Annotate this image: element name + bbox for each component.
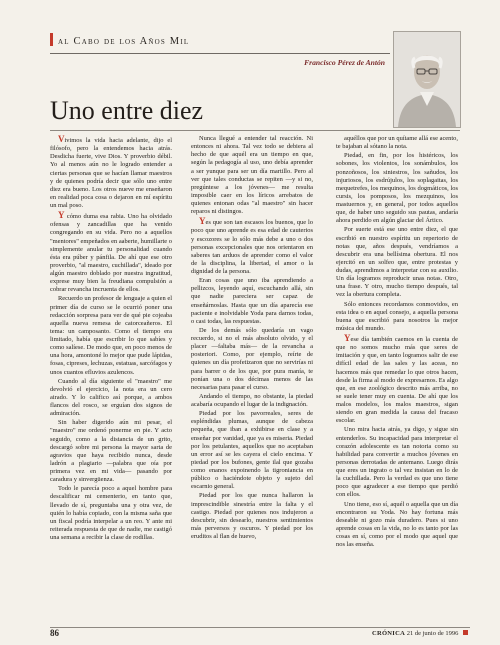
portrait-illustration <box>394 32 460 127</box>
paragraph: Piedad por los que nunca hallaron la imprescindible sinestría entre la falta y el castigo. Piedad por quienes nos indujeron a descubrir, sin desearlo, nuestros sentimientos más perversos y oscuros. Y piedad por los eruditos al flan de huevo, <box>191 492 313 540</box>
paragraph: Piedad, en fin, por los histéricos, los sobones, los violentos, los sonámbulos, los ponzoñosos, los siniestros, los sañudos, los injuriosos, los esdrújulos, los soplagaitas, los mequetrefes, los mequinos, los dogmáticos, los cursis, los pomposos, los mezquinos, los mastuernos y, en general, por todos aquellos que, de haber uno seguido sus pautas, andaría ahora perdido en algún glaciar del Ártico. <box>336 152 458 225</box>
paragraph: aquéllos que por un quítame allá ese acento, te bajaban al sótano la nota. <box>336 135 458 151</box>
paragraph: Yes que son tan escasos los buenos, que lo poco que uno aprende es esa edad de cauterios y escozores se lo sólo más debe a uno o dos personas excepcionales que nos orientaron en saberes tan arduos de aprender como el valor de la disciplina, la libertad, el amor o la dignidad de la persona. <box>191 216 313 275</box>
drop-letter: Y <box>344 333 351 343</box>
paragraph: Cuando al día siguiente el "maestro" me devolvió el ejercicio, la nota era un cero airado. Y lo califico así porque, a ambos flancos del rosco, se erguían dos signos de admiración. <box>50 377 172 418</box>
paragraph: Piedad por los pavorreales, seres de espléndidas plumas, aunque de cabeza pequeña, que iban a exhibirse en clase y a enseñar por vanidad, que ya es miseria. Piedad por los petulantes, aquellos que no aceptaban un error así se les cayera el cielo encima. Y piedad por los bufones, gente ilal que gozaba como enanos expoinendo la tigroniancia en público o haciéndote objeto y sujeto del escarnio general. <box>191 410 313 491</box>
paragraph: Uno tiene, eso sí, aquél o aquella que un día encontraron su Yoda. No hay fortuna más deseable ni gozo más duradero. Pues si uno aprende cosas en la vida, no lo es tanto por las cosas en sí, como por el modo que aquel que nos las enseña. <box>336 500 458 549</box>
article-title: Uno entre diez <box>50 96 204 125</box>
author-portrait-photo <box>393 31 461 128</box>
paragraph: Andando el tiempo, no obstante, la piedad acabaría ocupando el lugar de la indignación. <box>191 392 313 408</box>
author-name: Francisco Pérez de Antón <box>304 58 385 67</box>
paragraph: Sin haber digerido aún mi pesar, el "maestro" me ordenó ponerme en pie. Y acto seguido, como a la distancia de un grito, descargó sobre mi persona la mayor sarta de agravios que haya recibido nunca, desde ladrón a plagiario —palabra que oía por primera vez en mi vida— pasando por caradura y sinvergüenza. <box>50 419 172 484</box>
publication-name: CRÓNICA <box>371 630 406 637</box>
paragraph: Nunca llegué a entender tal reacción. Ni entonces ni ahora. Tal vez todo se debiera al hecho de que aquél era un tiempo en que, según la pedagogía al uso, uno debía aprender a ser yunque para ser un día martillo. Pero al ver que tales conductas se repiten —y si no, pregúntese a los jóvenes— me resulta imposible caer en los líricos arrebatos de quienes entonan odas "al maestro" sin hacer reparos ni distingos. <box>191 135 313 216</box>
paragraph: Todo le parecía poco a aquel hombre para descalificar mi cementerio, en tanto que, llevado de sí, preguntaba una y otra vez, de quién lo había copiado, con la misma saña que un fiscal podría interpelar a un reo. Y ante mi reiterada respuesta de que de nadie, me castigó una semana a recibir la clase de rodillas. <box>50 485 172 541</box>
paragraph: Recuerdo un profesor de lenguaje a quien el primer día de curso se le ocurrió poner una redacción sorpresa para ver de qué pie cojeaba aquella nueva remesa de catorceañeros. El tema: un camposanto. Como el tiempo era limitado, había que escribir lo que sabíes y como salíese. De modo que, en poco menos de una hora, amontoné lo mejor que pude lápidas, fosas, cipreses, lechuzas, estatuas, sarcófagos y unos cuantos efluvios azulencos. <box>50 295 172 376</box>
accent-square-icon <box>463 630 468 635</box>
paragraph: Por suerte está ese uno entre diez, el que escribió en nuestro espíritu un repertorio de notas que, años después, vendríamos a descubrir era una bellísima obertura. El nos ejercitó en un solfeo que, entre protestas y dudas, aprendimos a interpretar con su auxilio. Un día logramos reproducir unas notas. Otro, una frase. Y otro, mucho tiempo después, tal vez la obertura completa. <box>336 226 458 299</box>
paragraph: Uno mira hacia atrás, ya digo, y sigue sin entenderlos. Su incapacidad para interpretar el corazón adolescente es tan notoria como su habilidad para convertir a muchos jóvenes en personas derrotadas de antemano. Luego dirás que eres un ingrato o tal vez insistan en lo de la cuchillada. Pero la verdad es que uno tiene poco que agradecer a ese tiempo que perdió con ellos. <box>336 426 458 499</box>
column-title-text: al Cabo de los Años Mil <box>58 36 190 47</box>
paragraph: Y cómo duma esa rabia. Uno ha olvidado ofensas y zancadillas que ha venido congregando en su vida. Pero no a aquellos "mentores" empeñados en aaberte, humillarte o simplemente anular tu personalidad cuando ésta era púber y pánfila. De ahí que ese otro proverbio, "al maestro, cuchillada", ideado por algún maestro doblado por nuestra ingratitud, exprese muy bien la freudiana compulsión a cobrar revancha incruenta de ellos. <box>50 210 172 294</box>
paragraph: De los demás sólo quedaría un vago recuerdo, si no el más absoluto olvido, y el placer —faltaba más— de la revancha a posteriori. Como, por ejemplo, reírte de quienes un día profetizaron que no servirías ni para barrer o de los que, por pura manía, te ponían una o dos décimas menos de las necesarias para pasar el curso. <box>191 326 313 391</box>
footer-rule <box>50 627 470 628</box>
page-number: 86 <box>50 628 59 638</box>
paragraph: Vivimos la vida hacia adelante, dijo el filósofo, pero la entendemos hacia atrás. Desdicha fuerte, vive Dios. Y proverbio débil. Yo al menos aún no le logrado entender a ciertas personas que se hacían llamar maestros y de quienes podría decir que sólo uno entre diez era bueno. Los otros nueve me enseñaron en realidad poca cosa o dejaron en mí espíritu un mal poso. <box>50 134 172 209</box>
publication-line <box>372 630 468 637</box>
column-title-accent-bar <box>50 33 53 46</box>
text-column-3 <box>336 135 458 550</box>
text-column-2 <box>191 135 313 542</box>
header-rule <box>50 53 390 54</box>
drop-letter: Y <box>58 210 65 221</box>
drop-letter: V <box>58 134 65 144</box>
title-rule <box>50 130 460 131</box>
paragraph: Eran cosas que uno iba aprendiendo a pellizcos, leyendo aquí, escuchando allá, sin que nadie pareciera ser capaz de enseñárnoslas. Hasta que un día aparecía ese paciente e inolvidable Yoda para darnos todas, o casi todas, las respuestas. <box>191 277 313 325</box>
drop-letter: Y <box>199 216 206 227</box>
column-title <box>50 33 189 47</box>
paragraph: Yese día también caemos en la cuenta de que no somos mucho más que seres de imitación y que, en tanto logramos salir de ese difícil edad de las sales y las aceas, no hacemos más que remedar lo que otros hacen, desde la firma al modo de expresarnos. Es algo que, en ese zoológico descrito más arriba, no se suele tener muy en cuenta. De ahí que los malos modelos, los malos maestros, sigan siendo en gran medida la causa del fracaso escolar. <box>336 333 458 425</box>
paragraph: Sólo entonces recordamos conmovidos, en esta idea o en aquel consejo, a aquella persona buena que escribió para nosotros la mejor música del mundo. <box>336 300 458 332</box>
text-column-1 <box>50 135 172 543</box>
publication-date: 21 de junio de 1996 <box>406 630 459 637</box>
